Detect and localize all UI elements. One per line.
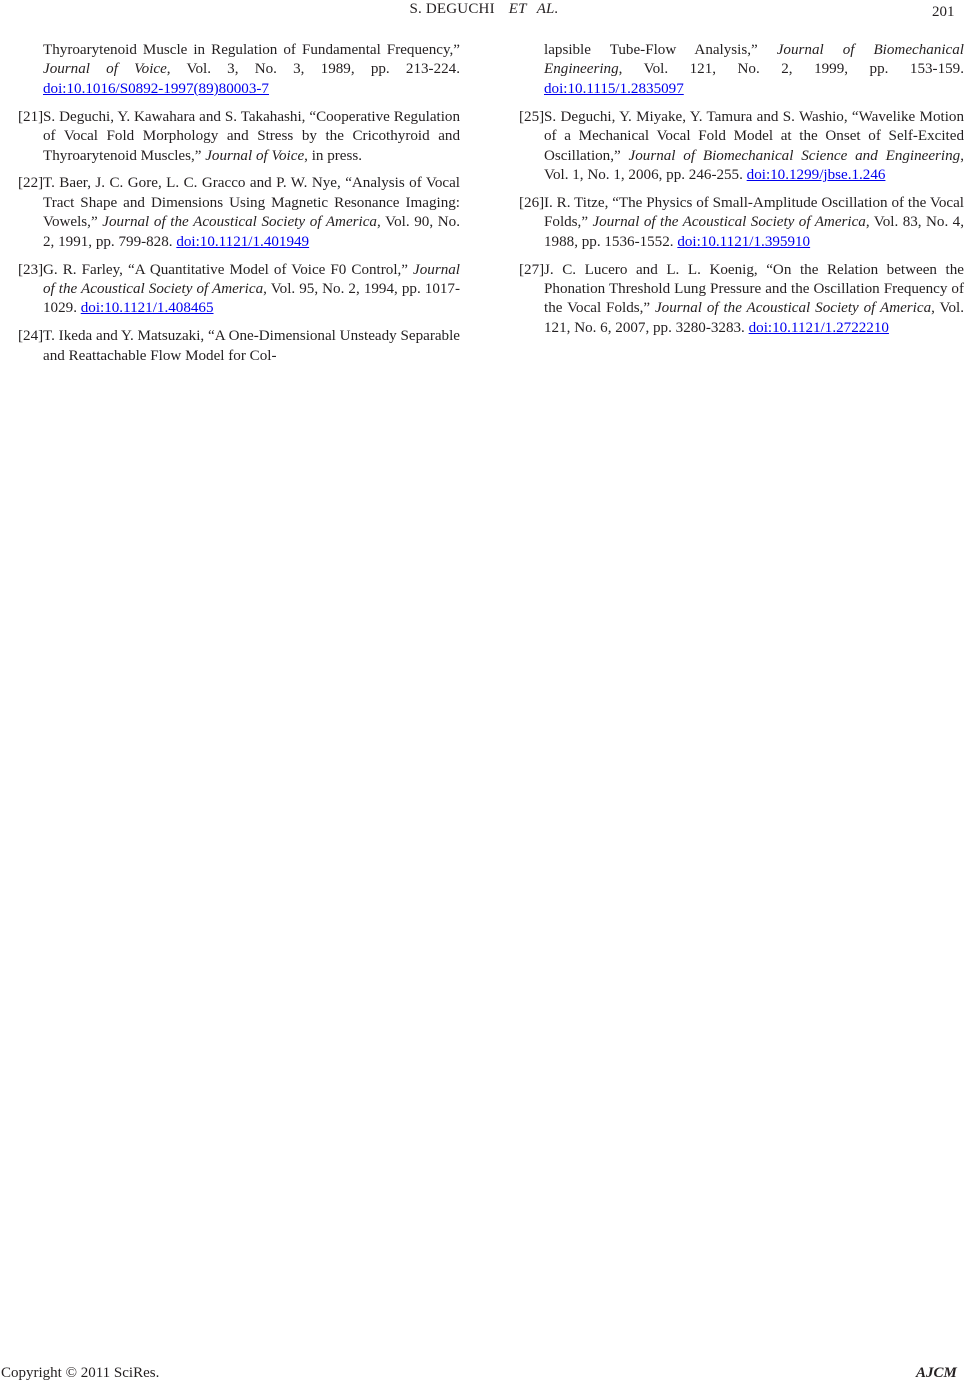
left-column xyxy=(18,41,460,375)
doi-link[interactable]: doi:10.1121/1.408465 xyxy=(80,300,214,317)
running-head-al: AL. xyxy=(536,1,559,17)
reference-entry xyxy=(18,41,460,99)
reference-text-segment: S. Deguchi, Y. Miyake, Y. Tamura and S. Washio, “Wavelike Motion of a Mechanical Vocal Fold Model at the Onset of Self-Excited Oscillation,” xyxy=(544,108,964,164)
reference-text-segment: Thyroarytenoid Muscle in Regulation of Fundamental Frequency,” xyxy=(43,42,460,58)
reference-entry xyxy=(519,194,964,252)
reference-entry xyxy=(18,327,460,366)
doi-link[interactable]: doi:10.1121/1.2722210 xyxy=(748,319,889,336)
journal-title: Journal of Voice xyxy=(205,147,305,164)
reference-text-segment: lapsible Tube-Flow Analysis,” xyxy=(544,42,777,58)
doi-link[interactable]: doi:10.1115/1.2835097 xyxy=(544,80,684,97)
doi-link[interactable]: doi:10.1121/1.395910 xyxy=(677,233,811,250)
reference-entry xyxy=(519,108,964,186)
footer-copyright: Copyright © 2011 SciRes. xyxy=(1,1365,160,1381)
reference-text xyxy=(544,42,964,97)
reference-entry xyxy=(18,108,460,166)
reference-text-segment: G. R. Farley, “A Quantitative Model of Voice F0 Control,” xyxy=(43,261,414,278)
reference-text-segment: , Vol. 121, No. 6, 2007, pp. 3280-3283. xyxy=(544,300,964,336)
doi-link[interactable]: doi:10.1121/1.401949 xyxy=(176,233,310,250)
reference-text-segment: , in press. xyxy=(304,147,363,164)
reference-number: [25] xyxy=(519,108,545,125)
reference-number: [26] xyxy=(519,194,545,211)
right-column xyxy=(519,41,964,347)
running-head xyxy=(0,1,968,18)
reference-number: [23] xyxy=(18,261,44,278)
reference-text-segment: , Vol. 1, No. 1, 2006, pp. 246-255. xyxy=(544,147,964,183)
reference-text xyxy=(43,175,460,249)
journal-title: Journal of the Acoustical Society of America xyxy=(654,300,932,317)
reference-text-segment: T. Ikeda and Y. Matsuzaki, “A One-Dimensional Unsteady Separable and Reattachable Flow Model for Col- xyxy=(43,328,460,364)
doi-link[interactable]: doi:10.1299/jbse.1.246 xyxy=(746,166,886,183)
reference-text-segment: J. C. Lucero and L. L. Koenig, “On the Relation between the Phonation Threshold Lung Pressure and the Oscillation Frequency of the Vocal Folds,” xyxy=(544,261,964,317)
reference-text xyxy=(43,262,460,317)
reference-entry xyxy=(18,261,460,319)
reference-entry xyxy=(519,41,964,99)
journal-title: Journal of the Acoustical Society of America xyxy=(592,214,866,231)
running-head-author: S. DEGUCHI xyxy=(409,1,495,17)
reference-text-segment: , Vol. 83, No. 4, 1988, pp. 1536-1552. xyxy=(544,214,964,250)
reference-number: [22] xyxy=(18,175,44,192)
reference-text xyxy=(43,42,460,97)
reference-text-segment: , Vol. 3, No. 3, 1989, pp. 213-224. xyxy=(166,61,460,78)
footer-journal: AJCM xyxy=(916,1365,957,1381)
journal-title: Journal of the Acoustical Society of America xyxy=(43,261,460,297)
reference-text-segment: T. Baer, J. C. Gore, L. C. Gracco and P. W. Nye, “Analysis of Vocal Tract Shape and Dimensions Using Magnetic Resonance Imaging: Vowels,” xyxy=(43,175,460,231)
reference-text xyxy=(43,328,460,363)
reference-text xyxy=(544,109,964,183)
reference-text-segment: , Vol. 90, No. 2, 1991, pp. 799-828. xyxy=(43,214,460,250)
doi-link[interactable]: doi:10.1016/S0892-1997(89)80003-7 xyxy=(43,80,269,97)
reference-entry xyxy=(519,261,964,339)
running-head-et: ET xyxy=(508,1,527,17)
journal-title: Journal of the Acoustical Society of America xyxy=(102,214,377,231)
reference-entry xyxy=(18,174,460,252)
journal-title: Journal of Biomechanical Engineering xyxy=(544,42,964,78)
journal-title: Journal of Biomechanical Science and Engineering xyxy=(628,147,961,164)
reference-text xyxy=(43,109,460,164)
reference-text-segment: I. R. Titze, “The Physics of Small-Amplitude Oscillation of the Vocal Folds,” xyxy=(544,194,964,231)
reference-text xyxy=(544,195,964,250)
reference-text-segment: , Vol. 95, No. 2, 1994, pp. 1017-1029. xyxy=(43,280,460,317)
reference-text xyxy=(544,262,964,336)
reference-text-segment: , Vol. 121, No. 2, 1999, pp. 153-159. xyxy=(618,61,964,78)
reference-number: [24] xyxy=(18,328,44,345)
reference-number: [21] xyxy=(18,108,44,125)
page-number: 201 xyxy=(932,4,955,20)
journal-title: Journal of Voice xyxy=(43,61,167,78)
reference-text-segment: S. Deguchi, Y. Kawahara and S. Takahashi, “Cooperative Regulation of Vocal Fold Morphology and Stress by the Cricothyroid and Thyroarytenoid Muscles,” xyxy=(43,108,460,164)
reference-number: [27] xyxy=(519,261,545,278)
